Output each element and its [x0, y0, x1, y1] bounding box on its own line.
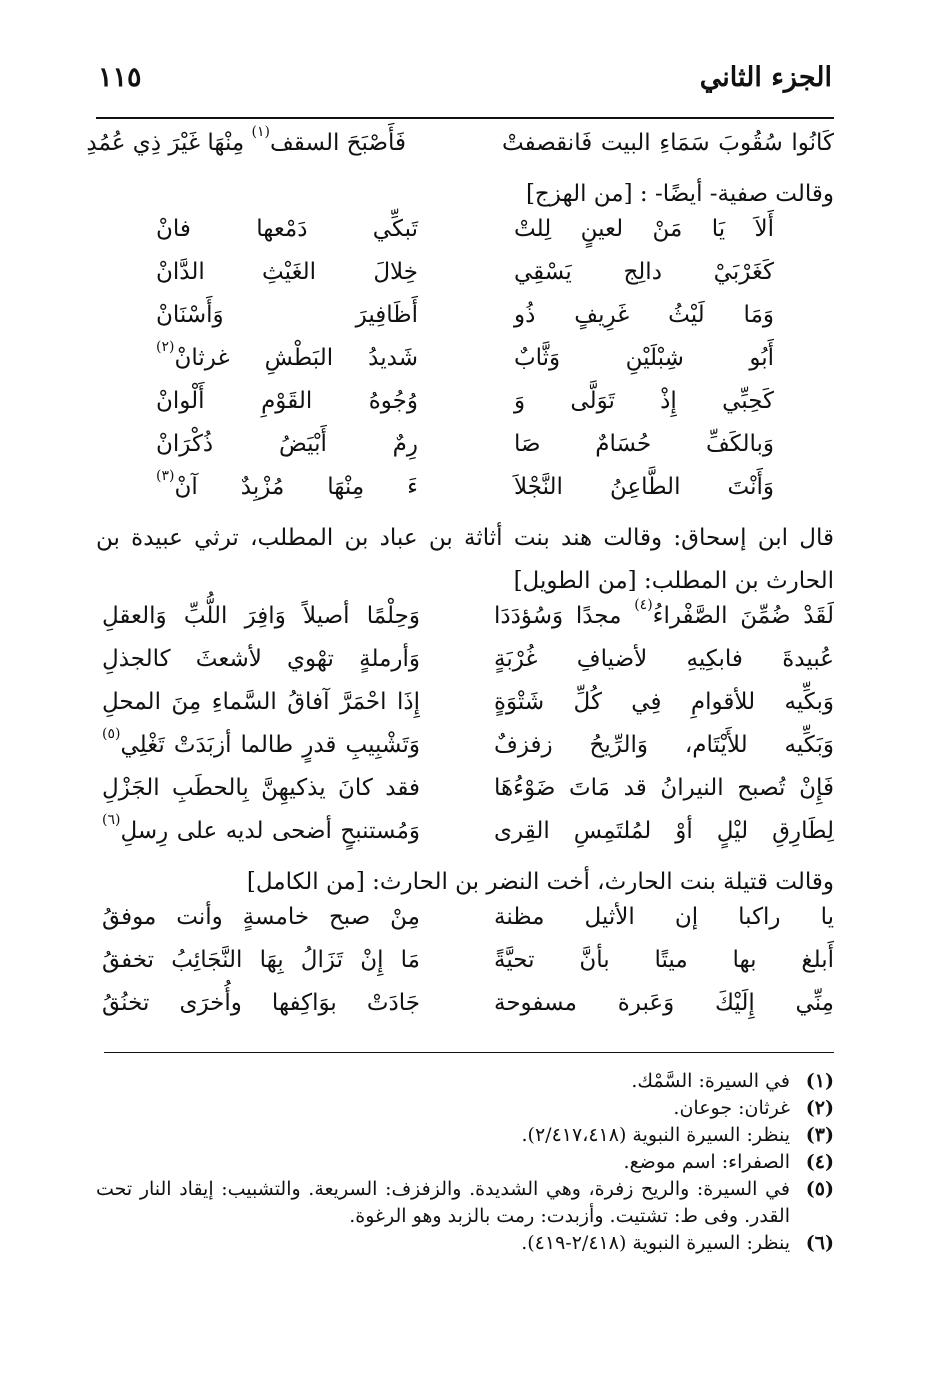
footnote-ref: (٣)	[156, 468, 175, 484]
footnote-number: (٢)	[805, 1097, 834, 1119]
second-hemistich: وَأرملةٍ تهْوي لأشعثَ كالجذلِ	[102, 646, 420, 672]
page-number: ١١٥	[98, 62, 142, 93]
footnote-number: (٣)	[805, 1124, 834, 1146]
first-hemistich: كَغَرْبَيْ دالِج يَسْقِي	[514, 259, 774, 285]
intro-line: قال ابن إسحاق: وقالت هند بنت أثاثة بن عباد بن المطلب، ترثي عبيدة بن	[96, 525, 834, 551]
second-hemistich: وَحِلْمًا أصيلاً وَافِرَ اللُّبِّ وَالعقلِ	[102, 603, 420, 629]
second-hemistich: مَا إِنْ تَزَالُ بِهَا النَّجَائِبُ تخفقُ	[102, 947, 420, 973]
intro-line: وقالت صفية- أيضًا- : [من الهزج]	[525, 181, 834, 207]
first-hemistich: أَبلغ بها ميتًا بأنَّ تحيَّةً	[494, 947, 834, 973]
first-hemistich: وَبكِّيه للأقوامِ فِي كُلِّ شَتْوَةٍ	[494, 689, 834, 715]
footnote	[96, 1149, 834, 1176]
verse-line	[96, 431, 834, 474]
second-hemistich	[102, 812, 420, 844]
hemistich-part: شَديدُ البَطْشِ غرثانْ	[174, 345, 418, 371]
footnotes	[96, 1068, 834, 1257]
second-hemistich: أَظَافِيرَ وَأَسْنَانْ	[156, 302, 418, 328]
footnote-text-continued: القدر. وفى ط: تشتيت. وأزبدت: رمت بالزبد وهو الرغوة.	[349, 1205, 790, 1227]
intro-line: وقالت قتيلة بنت الحارث، أخت النضر بن الحارث: [من الكامل]	[246, 869, 834, 895]
verse-line	[96, 775, 834, 818]
verse-line	[96, 726, 834, 775]
footnote-ref: (٢)	[156, 339, 175, 355]
first-hemistich: مِنِّي إِلَيْكَ وَعَبرة مسفوحة	[494, 990, 834, 1016]
second-hemistich: جَادَتْ بوَاكِفها وأُخرَى تخنُقُ	[102, 990, 420, 1016]
first-hemistich: أَبُو شِبْلَيْنِ وَثَّابٌ	[514, 345, 774, 371]
footnote	[96, 1095, 834, 1122]
footnote-text: غرثان: جوعان.	[673, 1097, 790, 1119]
first-hemistich: عُبيدةَ فابكِيهِ لأضيافِ غُرْبَةٍ	[494, 646, 834, 672]
header-rule	[96, 117, 834, 119]
verse-line	[86, 124, 834, 173]
first-hemistich: وَبَكِّيه للأَيْتَام، وَالرِّيحُ زفزفٌ	[494, 732, 834, 758]
footnote-number: (٦)	[805, 1232, 834, 1254]
first-hemistich: كَانُوا سُقُوبَ سَمَاءِ البيت فَانقصفتْ	[502, 130, 834, 156]
footnote-text: الصفراء: اسم موضع.	[623, 1151, 790, 1173]
page-body	[86, 124, 834, 1033]
verse-line	[96, 597, 834, 646]
hemistich-part: ءَ مِنْهَا مُزْبِدٌ آنْ	[174, 474, 418, 500]
footnote-ref: (٦)	[102, 812, 121, 828]
first-hemistich: كَحِبِّي إِذْ تَوَلَّى وَ	[514, 388, 774, 414]
second-hemistich	[86, 124, 406, 156]
first-hemistich: أَلاَ يَا مَنْ لعينٍ لِلتْ	[514, 216, 774, 242]
verse-line	[96, 339, 834, 388]
first-hemistich: وَأَنْتَ الطَّاعِنُ النَّجْلاَ	[514, 474, 774, 500]
verse-line	[96, 812, 834, 861]
second-hemistich	[156, 468, 418, 500]
second-hemistich: رِمٌ أَبْيَضُ ذُكْرَانْ	[156, 431, 418, 457]
verse-line	[96, 904, 834, 947]
second-hemistich: مِنْ صبح خامسةٍ وأنت موفقُ	[102, 904, 420, 930]
footnote-ref: (٤)	[634, 597, 653, 613]
verse-line	[96, 689, 834, 732]
hemistich-part: مِنْهَا غَيْرَ ذِي عُمُدِ	[86, 130, 252, 156]
second-hemistich: تَبكِّي دَمْعها فانْ	[156, 216, 418, 242]
second-hemistich: إِذَا احْمَرَّ آفاقُ السَّماءِ مِنَ المحلِ	[102, 689, 420, 715]
hemistich-part: مجدًا وَسُؤدَدَا	[494, 603, 635, 629]
second-hemistich	[102, 726, 420, 758]
hemistich-part: لَقَدْ ضُمِّنَ الصَّفْراءُ	[652, 603, 834, 629]
hemistich-part: فَأَصْبَحَ السقف	[270, 130, 406, 156]
footnote-number: (١)	[805, 1070, 834, 1092]
footnote-number: (٥)	[805, 1178, 834, 1200]
first-hemistich: وَمَا لَيْثُ غَرِيفٍ ذُو	[514, 302, 774, 328]
running-title: الجزء الثاني	[699, 62, 832, 93]
verse-line	[96, 947, 834, 990]
footnote	[96, 1230, 834, 1257]
footnote	[96, 1122, 834, 1149]
first-hemistich: فَإِنْ تُصبح النيرانُ قد مَاتَ ضَوْءُهَا	[494, 775, 834, 801]
footnote	[96, 1068, 834, 1095]
footnote-text: في السيرة: السَّمْك.	[631, 1070, 790, 1092]
verse-line	[96, 216, 834, 259]
footnote	[96, 1176, 834, 1230]
footnote-text: ينظر: السيرة النبوية (٢/٤١٨-٤١٩).	[521, 1232, 790, 1254]
hemistich-part: وَمُستنبحٍ أضحى لديه على رِسلِ	[120, 818, 420, 844]
verse-line	[96, 646, 834, 689]
first-hemistich	[494, 597, 834, 629]
footnote-text: في السيرة: والريح زفرة، وهي الشديدة. والزفزف: السريعة. والتشبيب: إيقاد النار تحت	[96, 1178, 790, 1200]
footnote-ref: (٥)	[102, 726, 121, 742]
first-hemistich: لِطَارِقِ ليْلٍ أوْ لمُلتَمِسِ القِرى	[494, 818, 834, 844]
verse-line	[96, 990, 834, 1033]
second-hemistich: فقد كانَ يذكيهِنَّ بِالحطَبِ الجَزْلِ	[102, 775, 420, 801]
second-hemistich: وُجُوهُ القَوْمِ أَلْوانْ	[156, 388, 418, 414]
second-hemistich	[156, 339, 418, 371]
footnote-rule	[104, 1052, 834, 1053]
hemistich-part: وَتَشْبِيبِ قدرٍ طالما أزبَدَتْ تَغْلِي	[120, 732, 420, 758]
verse-line	[96, 468, 834, 517]
footnote-text: ينظر: السيرة النبوية (٢/٤١٧،٤١٨).	[521, 1124, 790, 1146]
first-hemistich: وَبالكَفِّ حُسَامٌ صَا	[514, 431, 774, 457]
footnote-number: (٤)	[805, 1151, 834, 1173]
verse-line	[96, 259, 834, 302]
page-header	[98, 58, 832, 108]
verse-line	[96, 388, 834, 431]
intro-line: الحارث بن المطلب: [من الطويل]	[513, 568, 834, 594]
first-hemistich: يا راكبا إن الأثيل مظنة	[494, 904, 834, 930]
second-hemistich: خِلالَ الغَيْثِ الدَّانْ	[156, 259, 418, 285]
verse-line	[96, 302, 834, 345]
footnote-ref: (١)	[251, 124, 270, 140]
